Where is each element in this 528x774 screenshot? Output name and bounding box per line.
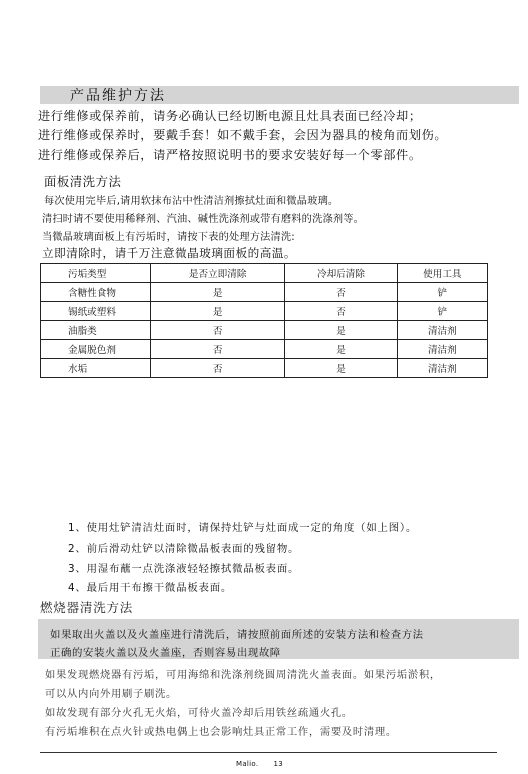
burner-line-3: 如故发现有部分火孔无火焰，可待火盖冷却后用铁丝疏通火孔。 [45, 707, 353, 719]
table-cell: 清洁剂 [397, 359, 487, 378]
table-header-cell: 使用工具 [397, 264, 487, 283]
table-cell: 否 [285, 283, 397, 302]
burner-note-line-1: 如果取出火盖以及火盖座进行清洗后，请按照前面所述的安装方法和检查方法 [50, 629, 424, 641]
table-cell: 否 [151, 321, 285, 340]
panel-line-3: 当微晶玻璃面板上有污垢时，请按下表的处理方法清洗: [42, 232, 295, 243]
table-cell: 是 [151, 302, 285, 321]
intro-line-3: 进行维修或保养后，请严格按照说明书的要求安装好每一个零部件。 [38, 148, 422, 162]
table-cell: 是 [285, 321, 397, 340]
table-row [41, 302, 488, 321]
burner-line-4: 有污垢堆积在点火针或热电偶上也会影响灶具正常工作，需要及时清理。 [45, 726, 397, 738]
intro-line-2: 进行维修或保养时，要戴手套！如不戴手套，会因为器具的棱角而划伤。 [38, 128, 448, 142]
table-cell: 锡纸或塑料 [41, 302, 151, 321]
table-cell: 水垢 [41, 359, 151, 378]
table-cell: 铲 [397, 283, 487, 302]
table-cell: 清洁剂 [397, 321, 487, 340]
table-cell: 是 [285, 359, 397, 378]
table-cell: 否 [285, 302, 397, 321]
panel-cleaning-title: 面板清洗方法 [44, 174, 122, 189]
table-cell: 含糖性食物 [41, 283, 151, 302]
table-header-row [41, 264, 488, 283]
table-cell: 金属脱色剂 [41, 340, 151, 359]
burner-cleaning-title: 燃烧器清洗方法 [40, 600, 134, 615]
table-cell: 是 [151, 283, 285, 302]
table-cell: 否 [151, 340, 285, 359]
step-4: 4、最后用干布擦干微晶板表面。 [68, 582, 233, 594]
section-title: 产品维护方法 [70, 88, 166, 104]
table-cell: 清洁剂 [397, 340, 487, 359]
burner-note-line-2: 正确的安装火盖以及火盖座，否则容易出现故障 [50, 647, 281, 659]
table-cell: 铲 [397, 302, 487, 321]
page-number: 13 [273, 760, 283, 768]
table-row [41, 340, 488, 359]
panel-line-2: 清扫时请不要使用稀释剂、汽油、碱性洗涤剂或带有磨料的洗涤剂等。 [42, 214, 365, 225]
table-cell: 油脂类 [41, 321, 151, 340]
panel-line-1: 每次使用完毕后,请用软抹布沾中性清洁剂擦拭灶面和微晶玻璃。 [44, 196, 339, 207]
dirt-cleaning-table [40, 263, 488, 378]
intro-line-1: 进行维修或保养前，请务必确认已经切断电源且灶具表面已经冷却； [38, 109, 422, 123]
step-3: 3、用湿布蘸一点洗涤液轻轻擦拭微晶板表面。 [68, 563, 300, 575]
burner-line-2: 可以从内向外用刷子刷洗。 [45, 688, 177, 700]
footer-brand: Malio. [236, 760, 259, 768]
panel-warning: 立即清除时，请千万注意微晶玻璃面板的高温。 [42, 246, 296, 260]
footer [236, 760, 283, 768]
table-header-cell: 是否立即清除 [151, 264, 285, 283]
footer-rule [40, 752, 497, 753]
table-row [41, 359, 488, 378]
step-2: 2、前后滑动灶铲以清除微晶板表面的残留物。 [68, 543, 300, 555]
table-row [41, 321, 488, 340]
table-row [41, 283, 488, 302]
table-header-cell: 冷却后清除 [285, 264, 397, 283]
table-cell: 是 [285, 340, 397, 359]
burner-line-1: 如果发现燃烧器有污垢，可用海绵和洗涤剂绕圆周清洗火盖表面。如果污垢淤积， [45, 669, 441, 681]
table-header-cell: 污垢类型 [41, 264, 151, 283]
table-cell: 否 [151, 359, 285, 378]
step-1: 1、使用灶铲清洁灶面时，请保持灶铲与灶面成一定的角度（如上图）。 [68, 522, 418, 534]
